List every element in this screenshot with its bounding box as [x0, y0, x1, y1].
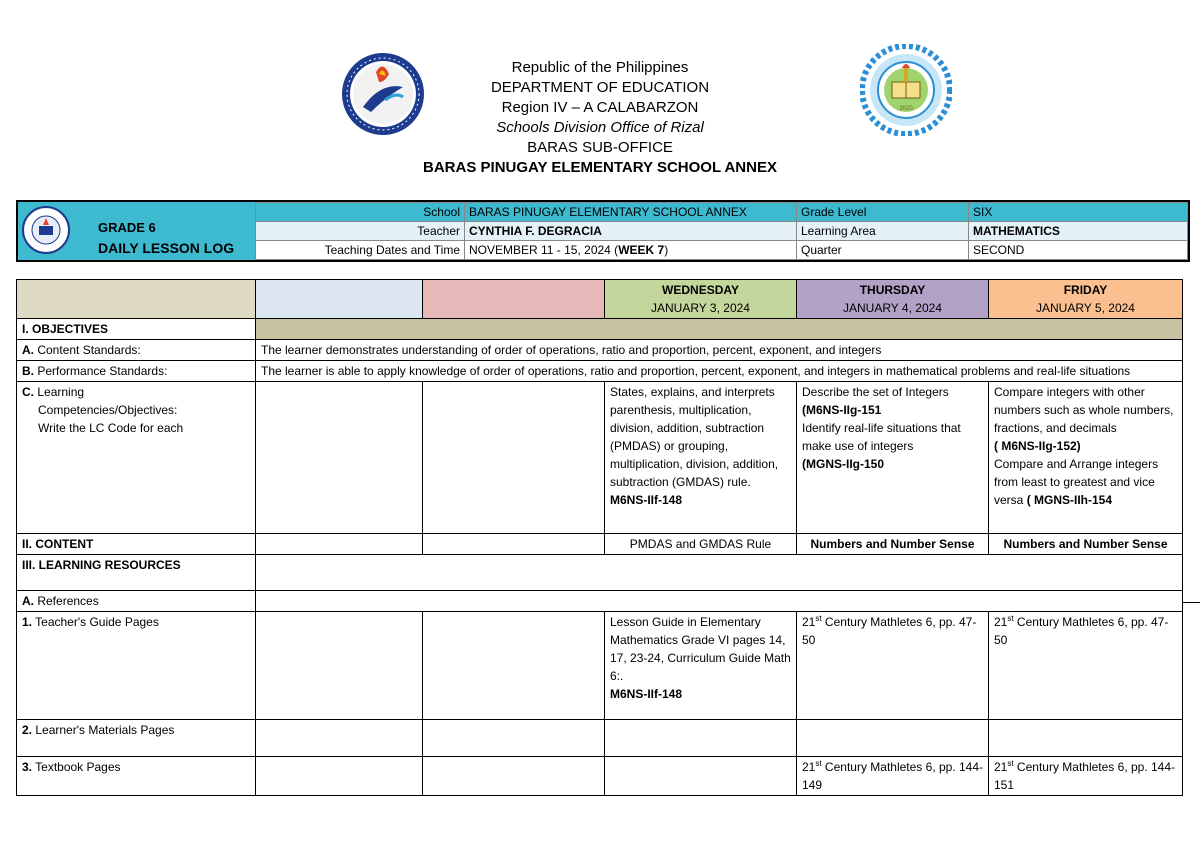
learning-area-value: MATHEMATICS [969, 222, 1188, 241]
learners-materials-label: 2. Learner's Materials Pages [17, 720, 256, 757]
objectives-heading: I. OBJECTIVES [17, 319, 256, 340]
day-header-friday: FRIDAY JANUARY 5, 2024 [989, 280, 1183, 319]
teachers-guide-thursday: 21st Century Mathletes 6, pp. 47-50 [797, 612, 989, 720]
references-label: A. References [17, 591, 256, 612]
dates-value: NOVEMBER 11 - 15, 2024 (WEEK 7) [465, 241, 797, 260]
performance-standards-text: The learner is able to apply knowledge of order of operations, ratio and proportion, percent, exponent, and integers in mathematical problems and real-life situations [256, 361, 1183, 382]
textbook-pages-friday: 21st Century Mathletes 6, pp. 144-151 [989, 757, 1183, 796]
grade-level-value: SIX [969, 203, 1188, 222]
competency-friday: Compare integers with other numbers such as whole numbers, fractions, and decimals ( M6NS-IIg-152) Compare and Arrange integers from least to greatest and vice versa ( MGNS-IIh-154 [989, 382, 1183, 534]
divider [1182, 602, 1200, 603]
log-title: DAILY LESSON LOG [98, 240, 235, 256]
content-standards-label: A. Content Standards: [17, 340, 256, 361]
teachers-guide-wednesday: Lesson Guide in Elementary Mathematics Grade VI pages 14, 17, 23-24, Curriculum Guide Math 6:. M6NS-IIf-148 [605, 612, 797, 720]
header-line-4: Schools Division Office of Rizal [496, 119, 704, 136]
teacher-value: CYNTHIA F. DEGRACIA [465, 222, 797, 241]
header-line-5: BARAS SUB-OFFICE [527, 139, 673, 156]
info-table [255, 202, 1188, 260]
competency-thursday: Describe the set of Integers (M6NS-IIg-151 Identify real-life situations that make use of integers (MGNS-IIg-150 [797, 382, 989, 534]
teachers-guide-label: 1. Teacher's Guide Pages [17, 612, 256, 720]
textbook-pages-label: 3. Textbook Pages [17, 757, 256, 796]
header-line-2: DEPARTMENT OF EDUCATION [490, 79, 710, 96]
performance-standards-label: B. Performance Standards: [17, 361, 256, 382]
school-value: BARAS PINUGAY ELEMENTARY SCHOOL ANNEX [465, 203, 797, 222]
day-header-wednesday: WEDNESDAY JANUARY 3, 2024 [605, 280, 797, 319]
seal-year: 2020 [899, 106, 913, 112]
teacher-label: Teacher [256, 222, 465, 241]
content-standards-text: The learner demonstrates understanding of order of operations, ratio and proportion, percent, exponent, and integers [256, 340, 1183, 361]
content-thursday: Numbers and Number Sense [797, 534, 989, 555]
school-name: BARAS PINUGAY ELEMENTARY SCHOOL ANNEX [423, 159, 777, 176]
school-header [0, 58, 1200, 178]
lesson-log-info [16, 200, 1190, 262]
learning-area-label: Learning Area [797, 222, 969, 241]
day-header-thursday: THURSDAY JANUARY 4, 2024 [797, 280, 989, 319]
grade-box [18, 202, 255, 260]
grade-level-label: Grade Level [797, 203, 969, 222]
content-heading: II. CONTENT [17, 534, 256, 555]
competency-wednesday: States, explains, and interprets parenthesis, multiplication, division, addition, subtraction (PMDAS) or grouping, multiplication, division, addition, subtraction (GMDAS) rule. M6NS-IIf-148 [605, 382, 797, 534]
content-friday: Numbers and Number Sense [989, 534, 1183, 555]
resources-heading: III. LEARNING RESOURCES [17, 555, 256, 591]
grade-label: GRADE 6 [98, 220, 156, 235]
textbook-pages-thursday: 21st Century Mathletes 6, pp. 144-149 [797, 757, 989, 796]
quarter-value: SECOND [969, 241, 1188, 260]
school-seal-small-icon [22, 206, 70, 254]
dates-label: Teaching Dates and Time [256, 241, 465, 260]
lesson-table [16, 279, 1183, 796]
competencies-label: C. Learning Competencies/Objectives: Write the LC Code for each [17, 382, 256, 534]
content-wednesday: PMDAS and GMDAS Rule [605, 534, 797, 555]
header-line-3: Region IV – A CALABARZON [501, 99, 699, 116]
quarter-label: Quarter [797, 241, 969, 260]
teachers-guide-friday: 21st Century Mathletes 6, pp. 47-50 [989, 612, 1183, 720]
header-line-1: Republic of the Philippines [511, 59, 689, 76]
day-header-row [17, 280, 1183, 319]
school-label: School [256, 203, 465, 222]
